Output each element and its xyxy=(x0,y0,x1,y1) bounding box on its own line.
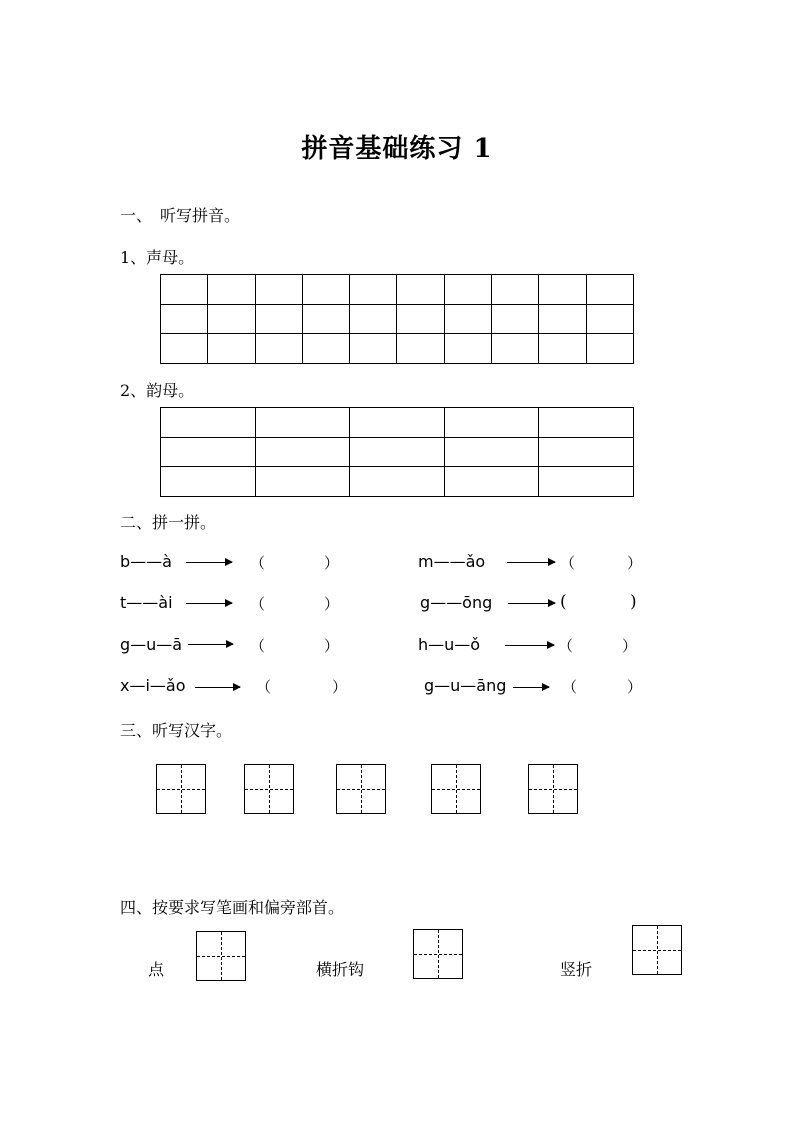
grid-cell[interactable] xyxy=(255,275,302,305)
section-2-heading: 二、拼一拼。 xyxy=(120,513,217,532)
arrow-icon xyxy=(505,645,554,646)
answer-open-paren: ( xyxy=(560,592,567,612)
page-title: 拼音基础练习 1 xyxy=(301,134,493,164)
section-3-heading: 三、听写汉字。 xyxy=(120,721,233,740)
table-row xyxy=(161,334,634,364)
table-row xyxy=(161,467,634,497)
answer-close-paren: ） xyxy=(324,595,340,613)
grid-cell[interactable] xyxy=(539,467,634,497)
answer-close-paren: ） xyxy=(324,637,340,655)
initials-grid xyxy=(160,274,634,364)
pinyin-item-guang: g—u—āng xyxy=(424,676,507,695)
grid-cell[interactable] xyxy=(539,334,586,364)
arrow-icon xyxy=(186,562,232,563)
tian-grid-box[interactable] xyxy=(336,764,386,814)
answer-close-paren: ） xyxy=(332,678,348,696)
grid-cell[interactable] xyxy=(397,275,444,305)
pinyin-item-tai: t——ài xyxy=(120,593,173,612)
tian-grid-box[interactable] xyxy=(244,764,294,814)
pinyin-item-huo: h—u—ǒ xyxy=(418,635,481,654)
grid-cell[interactable] xyxy=(350,334,397,364)
grid-cell[interactable] xyxy=(161,437,256,467)
answer-close-paren: ） xyxy=(324,554,340,572)
tian-grid-box[interactable] xyxy=(528,764,578,814)
grid-cell[interactable] xyxy=(492,275,539,305)
grid-cell[interactable] xyxy=(444,275,491,305)
grid-cell[interactable] xyxy=(302,304,349,334)
grid-cell[interactable] xyxy=(302,334,349,364)
arrow-icon xyxy=(195,687,240,688)
grid-cell[interactable] xyxy=(586,334,633,364)
grid-cell[interactable] xyxy=(161,275,208,305)
stroke-label-dot: 点 xyxy=(148,960,165,979)
grid-cell[interactable] xyxy=(397,304,444,334)
arrow-icon xyxy=(507,562,555,563)
grid-cell[interactable] xyxy=(255,408,350,438)
grid-cell[interactable] xyxy=(444,467,539,497)
grid-cell[interactable] xyxy=(492,334,539,364)
grid-cell[interactable] xyxy=(161,334,208,364)
pinyin-item-ba: b——à xyxy=(120,552,172,571)
answer-open-paren: （ xyxy=(250,554,266,572)
grid-cell[interactable] xyxy=(444,304,491,334)
grid-cell[interactable] xyxy=(208,275,255,305)
grid-cell[interactable] xyxy=(397,334,444,364)
arrow-icon xyxy=(508,603,555,604)
grid-cell[interactable] xyxy=(350,408,445,438)
pinyin-item-gong: g——ōng xyxy=(420,593,493,612)
tian-grid-box[interactable] xyxy=(431,764,481,814)
stroke-label-hengzhegou: 横折钩 xyxy=(316,960,365,979)
answer-close-paren: ） xyxy=(627,678,643,696)
grid-cell[interactable] xyxy=(350,437,445,467)
table-row xyxy=(161,275,634,305)
grid-cell[interactable] xyxy=(350,275,397,305)
tian-grid-box[interactable] xyxy=(632,925,682,975)
stroke-label-shuzhe: 竖折 xyxy=(560,960,593,979)
table-row xyxy=(161,437,634,467)
grid-cell[interactable] xyxy=(350,467,445,497)
pinyin-item-xiao: x—i—ǎo xyxy=(120,676,186,695)
section-4-heading: 四、按要求写笔画和偏旁部首。 xyxy=(120,898,345,917)
grid-cell[interactable] xyxy=(539,304,586,334)
grid-cell[interactable] xyxy=(255,437,350,467)
grid-cell[interactable] xyxy=(161,304,208,334)
arrow-icon xyxy=(513,687,549,688)
answer-close-paren: ） xyxy=(627,554,643,572)
section-1-sub-finals: 2、韵母。 xyxy=(120,381,195,400)
grid-cell[interactable] xyxy=(161,467,256,497)
grid-cell[interactable] xyxy=(586,275,633,305)
grid-cell[interactable] xyxy=(255,467,350,497)
grid-cell[interactable] xyxy=(302,275,349,305)
grid-cell[interactable] xyxy=(539,408,634,438)
answer-open-paren: （ xyxy=(562,678,578,696)
grid-cell[interactable] xyxy=(444,408,539,438)
answer-open-paren: （ xyxy=(250,637,266,655)
grid-cell[interactable] xyxy=(208,304,255,334)
tian-grid-box[interactable] xyxy=(156,764,206,814)
table-row xyxy=(161,408,634,438)
answer-open-paren: （ xyxy=(558,637,574,655)
grid-cell[interactable] xyxy=(444,437,539,467)
finals-grid xyxy=(160,407,634,497)
table-row xyxy=(161,304,634,334)
arrow-icon xyxy=(186,603,232,604)
answer-open-paren: （ xyxy=(250,595,266,613)
pinyin-item-gua: g—u—ā xyxy=(120,635,183,654)
section-1-sub-initials: 1、声母。 xyxy=(120,248,195,267)
grid-cell[interactable] xyxy=(492,304,539,334)
grid-cell[interactable] xyxy=(208,334,255,364)
grid-cell[interactable] xyxy=(539,275,586,305)
tian-grid-box[interactable] xyxy=(196,931,246,981)
answer-close-paren: ) xyxy=(630,592,637,612)
tian-grid-box[interactable] xyxy=(413,929,463,979)
grid-cell[interactable] xyxy=(255,304,302,334)
answer-close-paren: ） xyxy=(622,637,638,655)
arrow-icon xyxy=(188,644,233,645)
pinyin-item-mao: m——ǎo xyxy=(418,552,486,571)
grid-cell[interactable] xyxy=(255,334,302,364)
section-1-heading: 一、 听写拼音。 xyxy=(120,206,241,225)
grid-cell[interactable] xyxy=(350,304,397,334)
answer-open-paren: （ xyxy=(256,678,272,696)
grid-cell[interactable] xyxy=(539,437,634,467)
grid-cell[interactable] xyxy=(444,334,491,364)
answer-open-paren: （ xyxy=(560,554,576,572)
grid-cell[interactable] xyxy=(161,408,256,438)
grid-cell[interactable] xyxy=(586,304,633,334)
